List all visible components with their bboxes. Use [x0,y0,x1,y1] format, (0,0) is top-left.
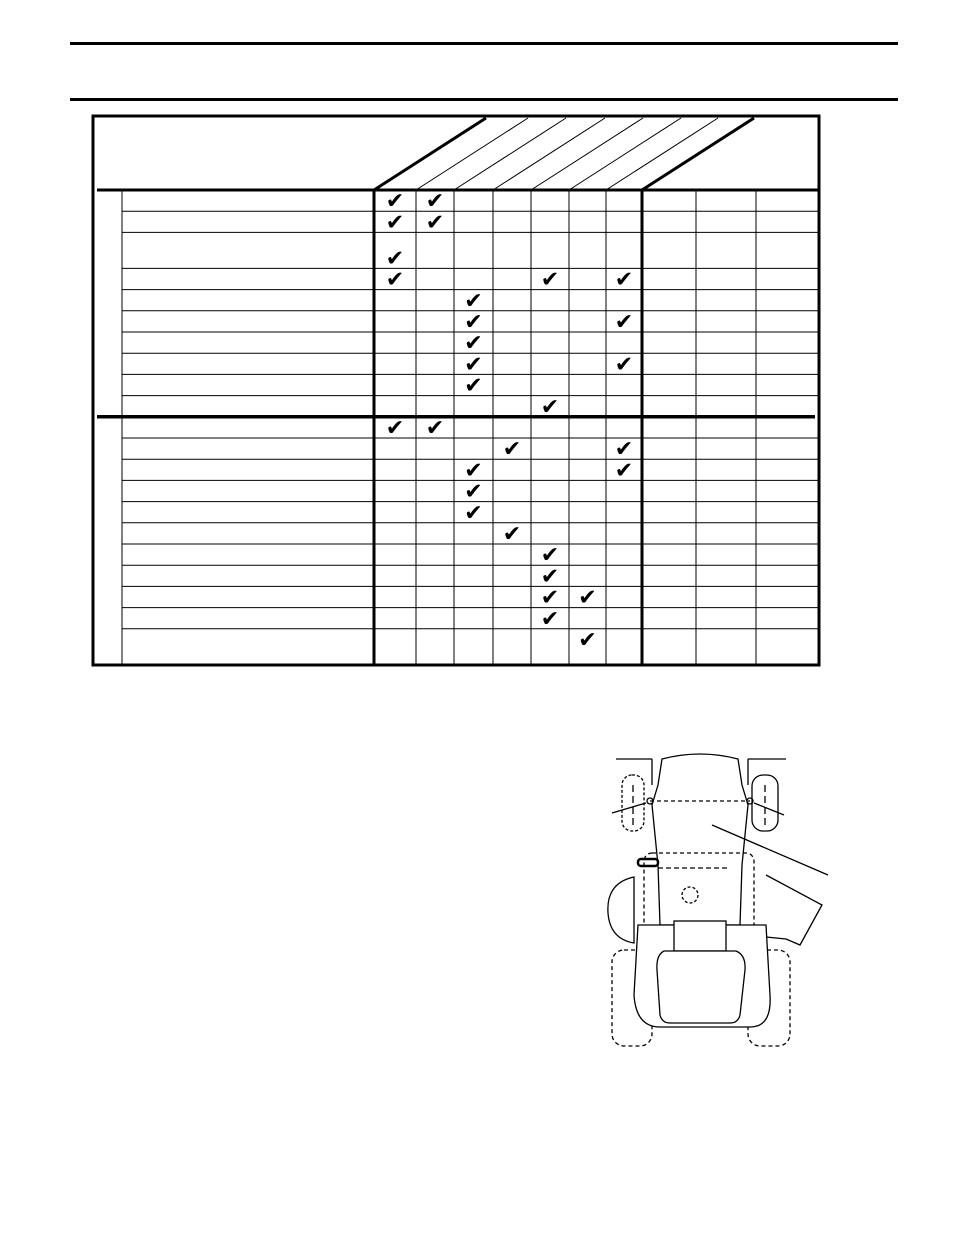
check-mark-icon: ✔ [502,522,522,547]
header-diagonal [531,118,643,190]
check-mark-icon: ✔ [540,267,560,293]
check-mark-icon: ✔ [464,288,483,314]
check-mark-icon: ✔ [614,437,634,463]
check-mark-icon: ✔ [464,479,483,505]
header-diagonal [642,118,754,190]
check-mark-icon: ✔ [464,310,483,335]
check-mark-icon: ✔ [425,210,445,236]
check-mark-icon: ✔ [578,628,597,653]
check-mark-icon: ✔ [385,210,405,236]
table-grid [93,116,819,665]
check-mark-icon: ✔ [425,416,445,441]
check-mark-icon: ✔ [578,585,597,611]
check-mark-icon: ✔ [540,606,560,632]
check-mark-icon: ✔ [502,437,522,463]
check-mark-icon: ✔ [540,394,560,420]
check-mark-icon: ✔ [425,189,445,215]
check-mark-icon: ✔ [385,267,405,293]
check-mark-icon: ✔ [540,585,560,611]
check-mark-icon: ✔ [614,267,634,293]
check-mark-icon: ✔ [614,352,634,378]
table-frame [93,116,819,665]
check-mark-icon: ✔ [464,352,483,378]
check-mark-icon: ✔ [540,564,560,590]
header-diagonal [569,118,681,190]
table-checks [386,189,633,653]
check-mark-icon: ✔ [464,500,483,526]
check-mark-icon: ✔ [464,331,483,357]
check-mark-icon: ✔ [614,458,634,484]
check-mark-icon: ✔ [464,458,483,484]
check-mark-icon: ✔ [385,416,405,441]
header-diagonal [416,118,528,190]
header-diagonal [374,118,486,190]
check-mark-icon: ✔ [385,189,405,215]
check-mark-icon: ✔ [464,373,483,399]
check-mark-icon: ✔ [540,543,560,569]
tractor-top-view-icon [600,745,840,1055]
check-mark-icon: ✔ [385,246,405,272]
check-mark-icon: ✔ [614,310,634,335]
header-diagonal [606,118,718,190]
